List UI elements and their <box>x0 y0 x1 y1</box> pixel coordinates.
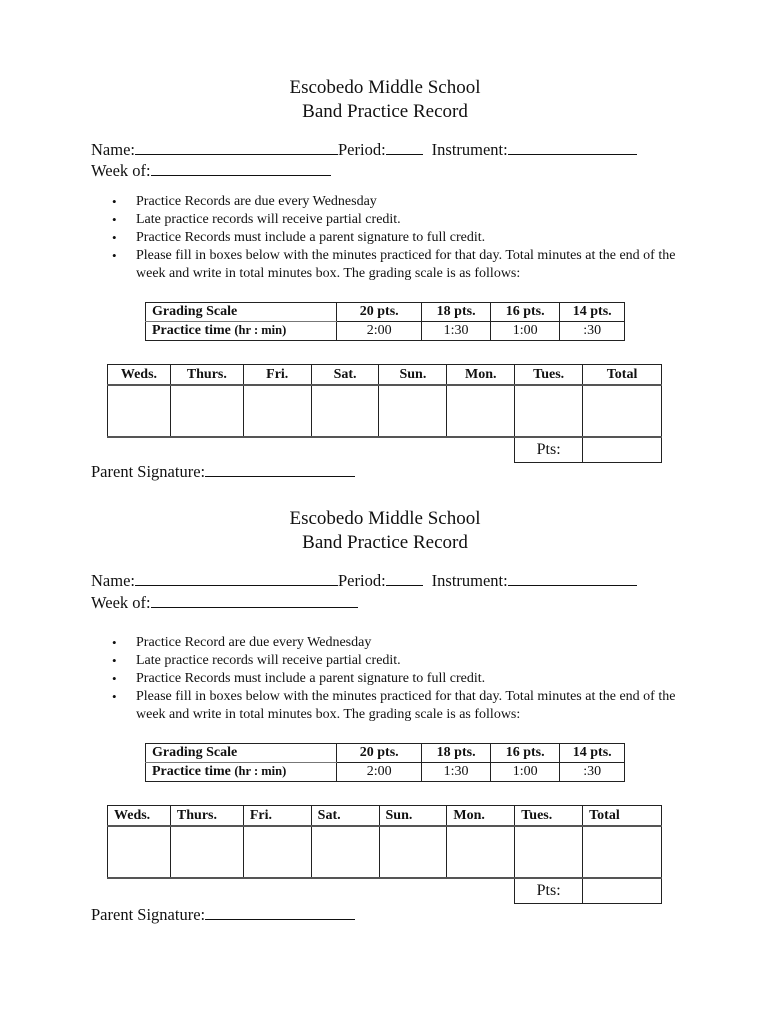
name-label: Name: <box>91 571 135 590</box>
minutes-cell-sun[interactable] <box>379 385 447 437</box>
week-of-line <box>91 592 358 613</box>
week-of-label: Week of: <box>91 161 151 180</box>
parent-signature-field[interactable] <box>205 461 355 477</box>
parent-signature-line <box>91 904 355 925</box>
name-field[interactable] <box>135 570 338 586</box>
weekday-header-row <box>108 806 662 827</box>
points-cell: 20 pts. <box>337 744 422 763</box>
minutes-cell-fri[interactable] <box>243 826 311 878</box>
name-label: Name: <box>91 140 135 159</box>
instrument-label: Instrument: <box>431 571 508 590</box>
weekday-header-row <box>108 365 662 386</box>
total-header: Total <box>583 365 662 386</box>
weekly-practice-table <box>107 364 662 463</box>
school-name-title: Escobedo Middle School <box>289 77 481 98</box>
minutes-cell-thurs[interactable] <box>170 826 243 878</box>
day-header-sat: Sat. <box>311 806 379 827</box>
points-row-spacer <box>108 437 515 463</box>
week-of-line <box>91 160 331 181</box>
minutes-cell-mon[interactable] <box>447 385 515 437</box>
grading-time-row <box>146 322 625 341</box>
grading-points-row <box>146 303 625 322</box>
practice-time-text: Practice time <box>152 323 231 338</box>
parent-signature-label: Parent Signature: <box>91 905 206 924</box>
points-row <box>108 437 662 463</box>
instructions-list <box>111 634 681 724</box>
minutes-cell-tues[interactable] <box>515 385 583 437</box>
day-header-mon: Mon. <box>447 806 515 827</box>
instruction-item: • Please fill in boxes below with the minutes practiced for that day. Total minutes at the end of the week and write in total minutes box. The grading scale is as follows: <box>111 247 681 283</box>
day-header-sun: Sun. <box>379 365 447 386</box>
points-cell: 20 pts. <box>337 303 422 322</box>
instruction-item: • Late practice records will receive partial credit. <box>111 211 681 229</box>
day-header-sat: Sat. <box>311 365 379 386</box>
day-header-weds: Weds. <box>108 365 171 386</box>
minutes-cell-fri[interactable] <box>243 385 311 437</box>
instruction-item: • Practice Record are due every Wednesday <box>111 634 681 652</box>
weekly-practice-table <box>107 805 662 904</box>
period-label: Period: <box>337 140 386 159</box>
instrument-field[interactable] <box>508 570 637 586</box>
points-cell: 16 pts. <box>490 744 560 763</box>
instructions-list <box>111 193 681 283</box>
points-cell: 14 pts. <box>560 303 625 322</box>
parent-signature-line <box>91 461 355 482</box>
day-header-fri: Fri. <box>243 365 311 386</box>
week-of-field[interactable] <box>151 592 358 608</box>
instruction-item: • Please fill in boxes below with the minutes practiced for that day. Total minutes at the end of the week and write in total minutes box. The grading scale is as follows: <box>111 688 681 724</box>
day-header-weds: Weds. <box>108 806 171 827</box>
time-cell: 1:30 <box>422 322 491 341</box>
points-cell: 16 pts. <box>490 303 560 322</box>
practice-time-label <box>146 763 337 782</box>
grading-scale-table <box>145 302 625 341</box>
week-of-label: Week of: <box>91 593 151 612</box>
day-header-tues: Tues. <box>515 365 583 386</box>
form-title: Band Practice Record <box>302 101 468 122</box>
instruction-item: • Late practice records will receive partial credit. <box>111 652 681 670</box>
minutes-cell-thurs[interactable] <box>170 385 243 437</box>
name-field[interactable] <box>135 139 338 155</box>
grading-points-row <box>146 744 625 763</box>
school-name-title: Escobedo Middle School <box>289 508 481 529</box>
minutes-cell-tues[interactable] <box>515 826 583 878</box>
form-title: Band Practice Record <box>302 532 468 553</box>
pts-label: Pts: <box>515 437 583 463</box>
practice-time-unit: (hr : min) <box>234 764 287 778</box>
time-cell: :30 <box>560 322 625 341</box>
instruction-item: • Practice Records are due every Wednesday <box>111 193 681 211</box>
grading-scale-label: Grading Scale <box>146 744 337 763</box>
points-cell: 18 pts. <box>422 303 491 322</box>
minutes-cell-sun[interactable] <box>379 826 447 878</box>
total-header: Total <box>583 806 662 827</box>
instrument-label: Instrument: <box>431 140 508 159</box>
practice-time-text: Practice time <box>152 764 231 779</box>
instruction-item: • Practice Records must include a parent signature to full credit. <box>111 670 681 688</box>
pts-label: Pts: <box>515 878 583 904</box>
practice-time-unit: (hr : min) <box>234 323 287 337</box>
day-header-fri: Fri. <box>243 806 311 827</box>
minutes-row <box>108 385 662 437</box>
period-field[interactable] <box>386 570 423 586</box>
day-header-mon: Mon. <box>447 365 515 386</box>
instruction-item: • Practice Records must include a parent signature to full credit. <box>111 229 681 247</box>
time-cell: :30 <box>560 763 625 782</box>
minutes-cell-sat[interactable] <box>311 385 379 437</box>
minutes-cell-mon[interactable] <box>447 826 515 878</box>
name-period-instrument-line <box>91 139 637 160</box>
day-header-thurs: Thurs. <box>170 806 243 827</box>
grading-scale-table <box>145 743 625 782</box>
time-cell: 1:30 <box>422 763 491 782</box>
points-cell: 14 pts. <box>560 744 625 763</box>
day-header-tues: Tues. <box>515 806 583 827</box>
grading-scale-label: Grading Scale <box>146 303 337 322</box>
time-cell: 2:00 <box>337 322 422 341</box>
points-row <box>108 878 662 904</box>
points-row-spacer <box>108 878 515 904</box>
name-period-instrument-line <box>91 570 637 591</box>
time-cell: 1:00 <box>490 322 560 341</box>
pts-value-cell[interactable] <box>583 437 662 463</box>
week-of-field[interactable] <box>151 160 331 176</box>
parent-signature-field[interactable] <box>205 904 355 920</box>
period-label: Period: <box>337 571 386 590</box>
time-cell: 1:00 <box>490 763 560 782</box>
instrument-field[interactable] <box>508 139 637 155</box>
minutes-cell-weds[interactable] <box>108 385 171 437</box>
minutes-cell-sat[interactable] <box>311 826 379 878</box>
day-header-sun: Sun. <box>379 806 447 827</box>
pts-value-cell[interactable] <box>583 878 662 904</box>
minutes-cell-total[interactable] <box>583 826 662 878</box>
minutes-row <box>108 826 662 878</box>
time-cell: 2:00 <box>337 763 422 782</box>
day-header-thurs: Thurs. <box>170 365 243 386</box>
parent-signature-label: Parent Signature: <box>91 462 206 481</box>
practice-time-label <box>146 322 337 341</box>
points-cell: 18 pts. <box>422 744 491 763</box>
minutes-cell-total[interactable] <box>583 385 662 437</box>
minutes-cell-weds[interactable] <box>108 826 171 878</box>
grading-time-row <box>146 763 625 782</box>
period-field[interactable] <box>386 139 423 155</box>
